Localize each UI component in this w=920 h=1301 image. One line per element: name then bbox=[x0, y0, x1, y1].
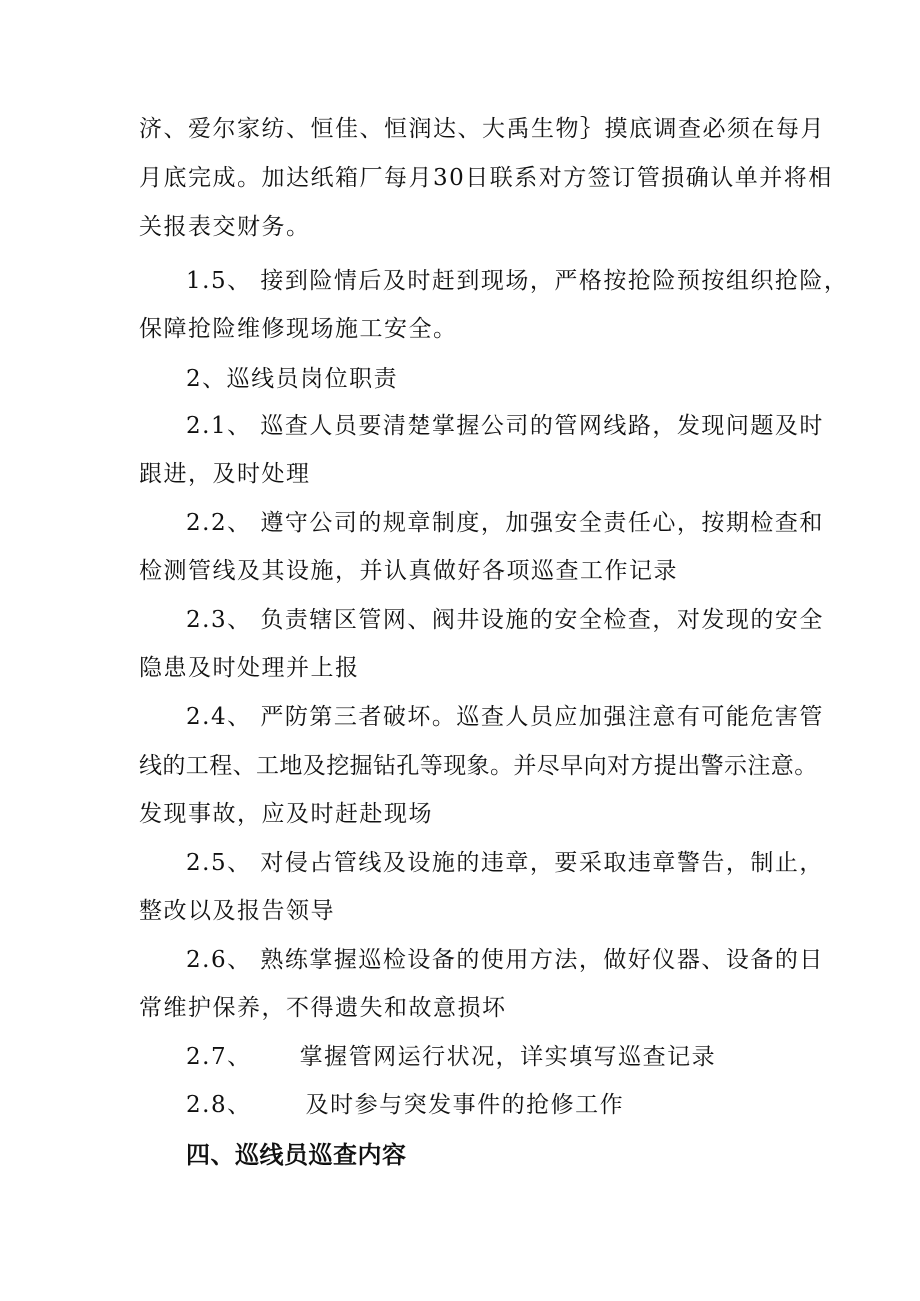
paragraph-line: 保障抢险维修现场施工安全。 bbox=[139, 316, 458, 342]
paragraph-line: 整改以及报告领导 bbox=[139, 898, 335, 924]
paragraph-line: 月底完成。加达纸箱厂每月30日联系对方签订管损确认单并将相 bbox=[139, 165, 833, 191]
item-2-7-number: 2.7、 bbox=[186, 1044, 252, 1070]
paragraph-line: 隐患及时处理并上报 bbox=[139, 655, 360, 681]
paragraph-line: 跟进，及时处理 bbox=[139, 461, 311, 487]
section-heading: 四、巡线员巡查内容 bbox=[186, 1141, 407, 1169]
paragraph-line: 线的工程、工地及挖掘钻孔等现象。并尽早向对方提出警示注意。 bbox=[139, 753, 818, 779]
item-2-5-line: 2.5、 对侵占管线及设施的违章，要采取违章警告，制止， bbox=[186, 850, 824, 876]
paragraph-line: 济、爱尔家纺、恒佳、恒润达、大禹生物｝摸底调查必须在每月 bbox=[139, 116, 825, 142]
item-2-8-number: 2.8、 bbox=[186, 1092, 252, 1118]
paragraph-line: 发现事故，应及时赶赴现场 bbox=[139, 801, 433, 827]
item-2-8-text: 及时参与突发事件的抢修工作 bbox=[305, 1092, 625, 1118]
paragraph-line: 关报表交财务。 bbox=[139, 214, 311, 240]
item-2-7-line bbox=[186, 1042, 716, 1072]
paragraph-line: 检测管线及其设施，并认真做好各项巡查工作记录 bbox=[139, 558, 678, 584]
subsection-title: 2、巡线员岗位职责 bbox=[186, 366, 399, 392]
item-2-1-line: 2.1、 巡查人员要清楚掌握公司的管网线路，发现问题及时 bbox=[186, 413, 824, 439]
item-2-7-text: 掌握管网运行状况，详实填写巡查记录 bbox=[299, 1044, 717, 1070]
item-1-5-line: 1.5、 接到险情后及时赶到现场，严格按抢险预按组织抢险， bbox=[186, 268, 849, 294]
item-2-4-line: 2.4、 严防第三者破坏。巡查人员应加强注意有可能危害管 bbox=[186, 704, 824, 730]
item-2-8-line bbox=[186, 1090, 624, 1120]
paragraph-line: 常维护保养，不得遗失和故意损坏 bbox=[139, 995, 507, 1021]
item-2-6-line: 2.6、 熟练掌握巡检设备的使用方法，做好仪器、设备的日 bbox=[186, 947, 824, 973]
item-2-3-line: 2.3、 负责辖区管网、阀井设施的安全检查，对发现的安全 bbox=[186, 607, 824, 633]
item-2-2-line: 2.2、 遵守公司的规章制度，加强安全责任心，按期检查和 bbox=[186, 510, 824, 536]
